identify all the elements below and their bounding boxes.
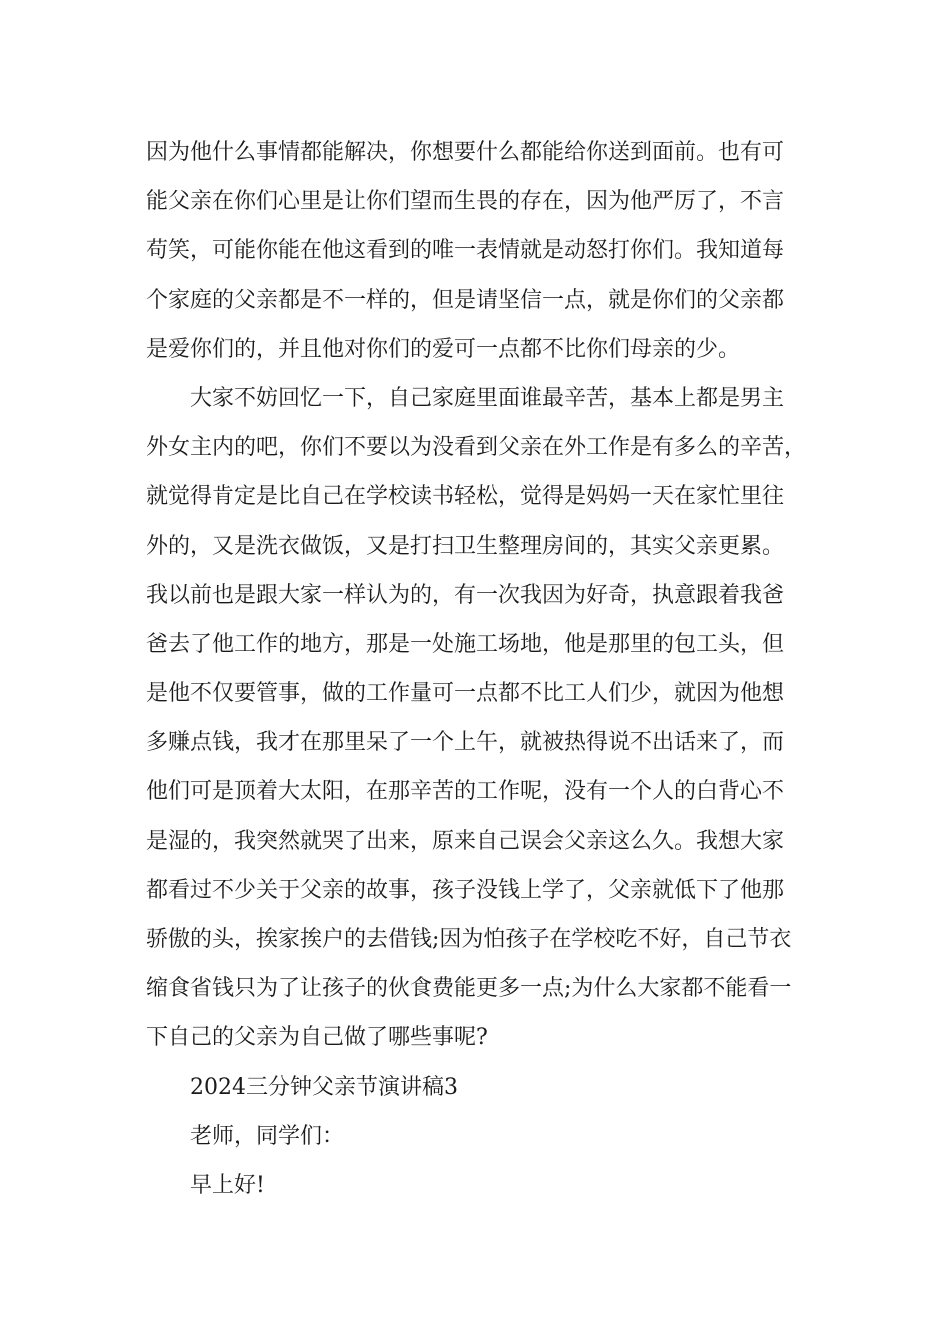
section-title: 2024三分钟父亲节演讲稿3 bbox=[190, 1074, 458, 1100]
text-line: 个家庭的父亲都是不一样的，但是请坚信一点，就是你们的父亲都 bbox=[146, 287, 785, 313]
text-line: 他们可是顶着大太阳，在那辛苦的工作呢，没有一个人的白背心不 bbox=[146, 779, 785, 805]
text-line: 骄傲的头，挨家挨户的去借钱;因为怕孩子在学校吃不好，自己节衣 bbox=[146, 927, 792, 952]
text-line: 爸去了他工作的地方，那是一处施工场地，他是那里的包工头，但 bbox=[146, 631, 785, 657]
document-body bbox=[146, 128, 826, 1210]
text-line: 因为他什么事情都能解决，你想要什么都能给你送到面前。也有可 bbox=[146, 140, 785, 165]
greeting: 早上好! bbox=[190, 1172, 265, 1198]
text-line: 能父亲在你们心里是让你们望而生畏的存在，因为他严厉了，不言 bbox=[146, 189, 785, 215]
text-line: 就觉得肯定是比自己在学校读书轻松，觉得是妈妈一天在家忙里往 bbox=[146, 484, 785, 510]
text-line: 外的，又是洗衣做饭，又是打扫卫生整理房间的，其实父亲更累。 bbox=[146, 533, 785, 559]
text-line: 下自己的父亲为自己做了哪些事呢? bbox=[146, 1025, 488, 1051]
text-line: 是他不仅要管事，做的工作量可一点都不比工人们少，就因为他想 bbox=[146, 681, 785, 707]
paragraph-start-line: 大家不妨回忆一下，自己家庭里面谁最辛苦，基本上都是男主 bbox=[190, 385, 785, 411]
text-line: 都看过不少关于父亲的故事，孩子没钱上学了，父亲就低下了他那 bbox=[146, 877, 785, 903]
text-line: 多赚点钱，我才在那里呆了一个上午，就被热得说不出话来了，而 bbox=[146, 730, 785, 756]
text-line: 是爱你们的，并且他对你们的爱可一点都不比你们母亲的少。 bbox=[146, 336, 741, 362]
text-line: 苟笑，可能你能在他这看到的唯一表情就是动怒打你们。我知道每 bbox=[146, 238, 785, 264]
text-line: 是湿的，我突然就哭了出来，原来自己误会父亲这么久。我想大家 bbox=[146, 828, 785, 854]
text-line: 我以前也是跟大家一样认为的，有一次我因为好奇，执意跟着我爸 bbox=[146, 582, 785, 608]
text-line: 缩食省钱只为了让孩子的伙食费能更多一点;为什么大家都不能看一 bbox=[146, 976, 792, 1002]
salutation: 老师，同学们： bbox=[190, 1123, 345, 1149]
text-line: 外女主内的吧，你们不要以为没看到父亲在外工作是有多么的辛苦， bbox=[146, 435, 807, 461]
